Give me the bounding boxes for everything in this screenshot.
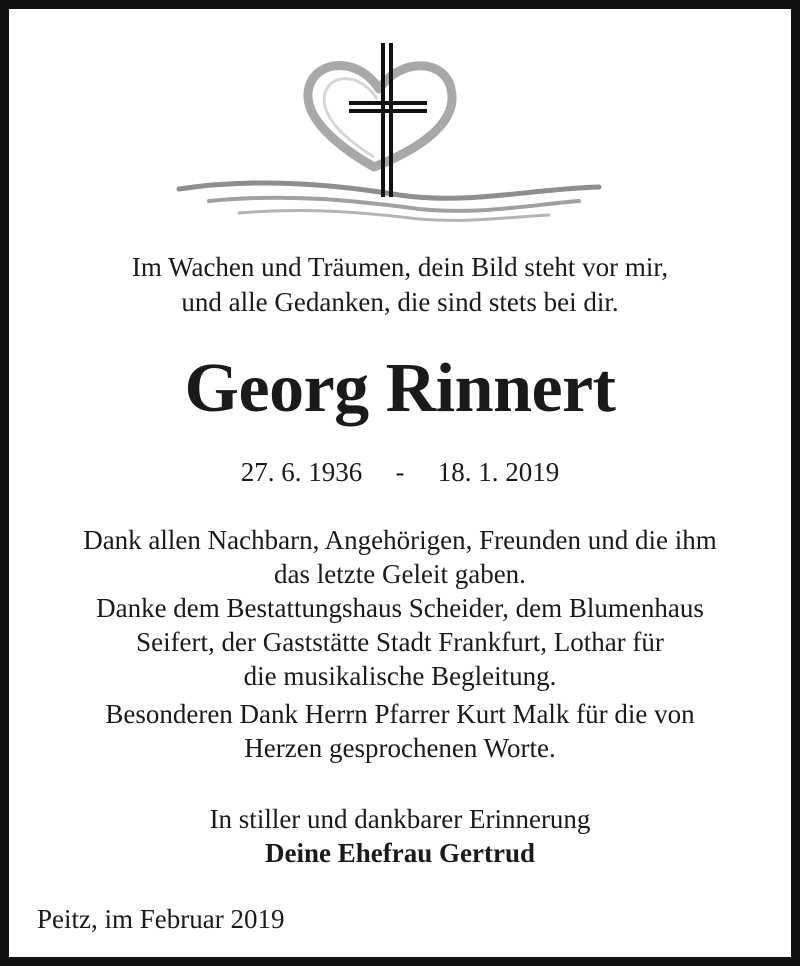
thanks-line-3: Danke dem Bestattungshaus Scheider, dem Blumenhaus — [96, 593, 704, 623]
wave-lower — [239, 211, 549, 221]
closing-line: In stiller und dankbarer Erinnerung — [209, 804, 591, 834]
signature: Deine Ehefrau Gertrud — [265, 838, 535, 868]
wave-middle — [209, 198, 579, 211]
thanks-line-1: Dank allen Nachbarn, Angehörigen, Freunden und die ihm — [83, 525, 717, 555]
thanks-line-5: die musikalische Begleitung. — [243, 661, 557, 691]
place-and-date: Peitz, im Februar 2019 — [37, 904, 285, 934]
thanks-line-6: Besonderen Dank Herrn Pfarrer Kurt Malk für die von — [105, 699, 695, 729]
verse-line-2: und alle Gedanken, die sind stets bei dir. — [181, 287, 619, 317]
heart-cross-waves-icon — [169, 37, 609, 227]
thanks-line-4: Seifert, der Gaststätte Stadt Frankfurt, Lothar für — [136, 627, 664, 657]
life-dates — [9, 457, 791, 488]
date-separator: - — [395, 457, 405, 487]
verse-line-1: Im Wachen und Träumen, dein Bild steht vor mir, — [131, 252, 669, 282]
birth-date: 27. 6. 1936 — [240, 457, 363, 487]
deceased-name: Georg Rinnert — [184, 350, 616, 427]
thanks-line-7: Herzen gesprochenen Worte. — [244, 733, 556, 763]
thanks-line-2: das letzte Geleit gaben. — [274, 559, 526, 589]
death-date: 18. 1. 2019 — [437, 457, 560, 487]
